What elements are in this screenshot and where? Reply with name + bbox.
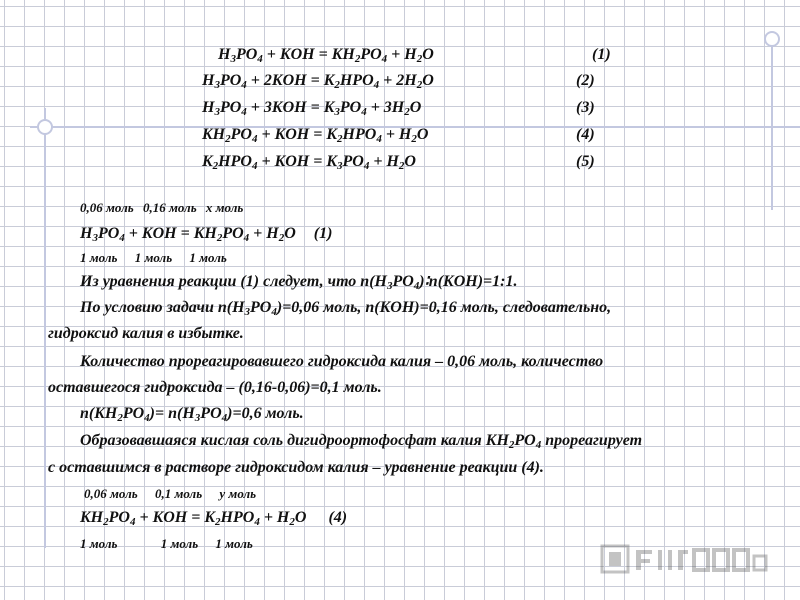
reaction-equation-1: [80, 226, 332, 242]
subscript: 4: [413, 280, 420, 292]
coef-value: 1 моль: [80, 536, 118, 551]
subscript: 4: [119, 232, 125, 244]
subscript: 2: [416, 53, 423, 65]
equation-4: [202, 126, 595, 145]
subscript: 2: [225, 133, 231, 145]
coefficients-row-2: [80, 537, 253, 550]
subscript: 2: [411, 133, 417, 145]
subscript: 4: [373, 79, 380, 91]
subscript: 2: [416, 79, 423, 91]
subscript: 2: [215, 516, 221, 528]
mol-value: х моль: [205, 200, 244, 215]
slide-frame-dot-right: [764, 31, 780, 47]
coef-value: 1 моль: [134, 250, 173, 265]
subscript: 4: [535, 439, 542, 451]
subscript: 4: [251, 160, 258, 172]
formula: $KH_2PO_4$ + KOH = $K_2HPO_4 + H_2O$: [202, 126, 429, 145]
watermark-logo: [600, 540, 770, 576]
subscript: 4: [254, 516, 260, 528]
salt-text-line-1: Образовавшаяся кислая соль дигидроортофосфат калия $KH_2PO_4$ прореагирует: [80, 432, 643, 451]
equation-number: (3): [576, 99, 595, 116]
formula: $H_3PO_4$ + KOH = $KH_2PO_4 + H_2O$: [80, 225, 296, 244]
subscript: 4: [376, 133, 382, 145]
subscript: 4: [129, 516, 136, 528]
equation-3: [202, 99, 595, 118]
subscript: 2: [354, 53, 361, 65]
mol-value: у моль: [219, 486, 257, 501]
subscript: 3: [230, 53, 236, 65]
mol-value: 0,06 моль: [80, 200, 134, 215]
reaction-equation-4: [80, 510, 347, 526]
subscript: 3: [194, 412, 201, 424]
slide-frame-dot: [37, 119, 53, 135]
salt-text-line-2: с оставшимся в растворе гидроксидом калия – уравнение реакции (4).: [48, 459, 544, 476]
subscript: 2: [508, 439, 515, 451]
coefficients-row: [80, 251, 227, 264]
condition-line-1: По условию задачи $n(H_3PO_4)=0,06$ моль, n(KOH)=0,16 моль, следовательно,: [80, 299, 612, 318]
mol-value: 0,16 моль: [142, 200, 197, 215]
reacted-line-1: Количество прореагировавшего гидроксида калия – 0,06 моль, количество: [80, 353, 604, 370]
subscript: 4: [221, 412, 228, 424]
coef-value: 1 моль: [215, 536, 253, 551]
subscript: 3: [334, 106, 340, 118]
coef-value: 1 моль: [80, 250, 118, 265]
subscript: 3: [337, 160, 343, 172]
equation-number: (5): [576, 153, 595, 170]
subscript: 2: [404, 106, 410, 118]
mol-value: 0,1 моль: [154, 486, 203, 501]
subscript: 3: [214, 106, 220, 118]
subscript: 4: [144, 412, 150, 424]
subscript: 3: [244, 306, 251, 318]
equation-number: (1): [313, 225, 333, 242]
mole-amounts-row: [80, 201, 243, 214]
subscript: 2: [289, 516, 295, 528]
formula: $H_3PO_4 + 2KOH = K_2HPO_4 + 2H_2O$: [202, 72, 434, 91]
slide-frame-vertical: [44, 108, 46, 548]
subscript: 2: [337, 133, 343, 145]
formula: $KH_2PO_4$ + KOH = $K_2HPO_4 + H_2O$: [80, 509, 307, 528]
ratio-statement: Из уравнения реакции (1) следует, что $n(H_3PO_4)∶n(KOH)=1:1$.: [80, 273, 518, 292]
slide-frame-right: [771, 38, 773, 210]
mole-amounts-row-2: [84, 487, 256, 500]
subscript: 4: [257, 53, 263, 65]
subscript: 4: [271, 306, 277, 318]
equation-number: (4): [328, 509, 348, 526]
subscript: 2: [398, 160, 405, 172]
subscript: 3: [214, 79, 220, 91]
mol-value: 0,06 моль: [84, 486, 138, 501]
subscript: 2: [212, 160, 219, 172]
subscript: 4: [243, 232, 250, 244]
subscript: 4: [363, 160, 370, 172]
coef-value: 1 моль: [160, 536, 199, 551]
subscript: 4: [381, 53, 388, 65]
subscript: 2: [278, 232, 285, 244]
salt-amount-line: $n(KH_2PO_4)= n(H_3PO_4)=0,6$ моль.: [80, 405, 304, 424]
equation-number: (1): [592, 46, 611, 63]
equation-number: (4): [576, 126, 595, 143]
equation-5: [202, 153, 595, 172]
subscript: 3: [92, 232, 98, 244]
subscript: 3: [386, 280, 393, 292]
equation-2: [202, 72, 595, 91]
subscript: 2: [334, 79, 340, 91]
subscript: 4: [241, 106, 247, 118]
formula: $H_3PO_4 + 3KOH = K_3PO_4 + 3H_2O$: [202, 99, 422, 118]
equation-number: (2): [576, 72, 595, 89]
equation-1: [218, 46, 611, 65]
reacted-line-2: оставшегося гидроксида – (0,16-0,06)=0,1 моль.: [48, 379, 382, 396]
condition-line-2: гидроксид калия в избытке.: [48, 325, 244, 342]
formula: $H_3PO_4$ + KOH = $KH_2PO_4 + H_2O$: [218, 46, 434, 65]
subscript: 4: [241, 79, 247, 91]
subscript: 2: [117, 412, 123, 424]
subscript: 4: [361, 106, 367, 118]
formula: $K_2HPO_4$ + KOH = $K_3PO_4 + H_2O$: [202, 153, 416, 172]
subscript: 4: [251, 133, 258, 145]
coef-value: 1 моль: [189, 250, 227, 265]
subscript: 2: [216, 232, 223, 244]
subscript: 2: [103, 516, 109, 528]
